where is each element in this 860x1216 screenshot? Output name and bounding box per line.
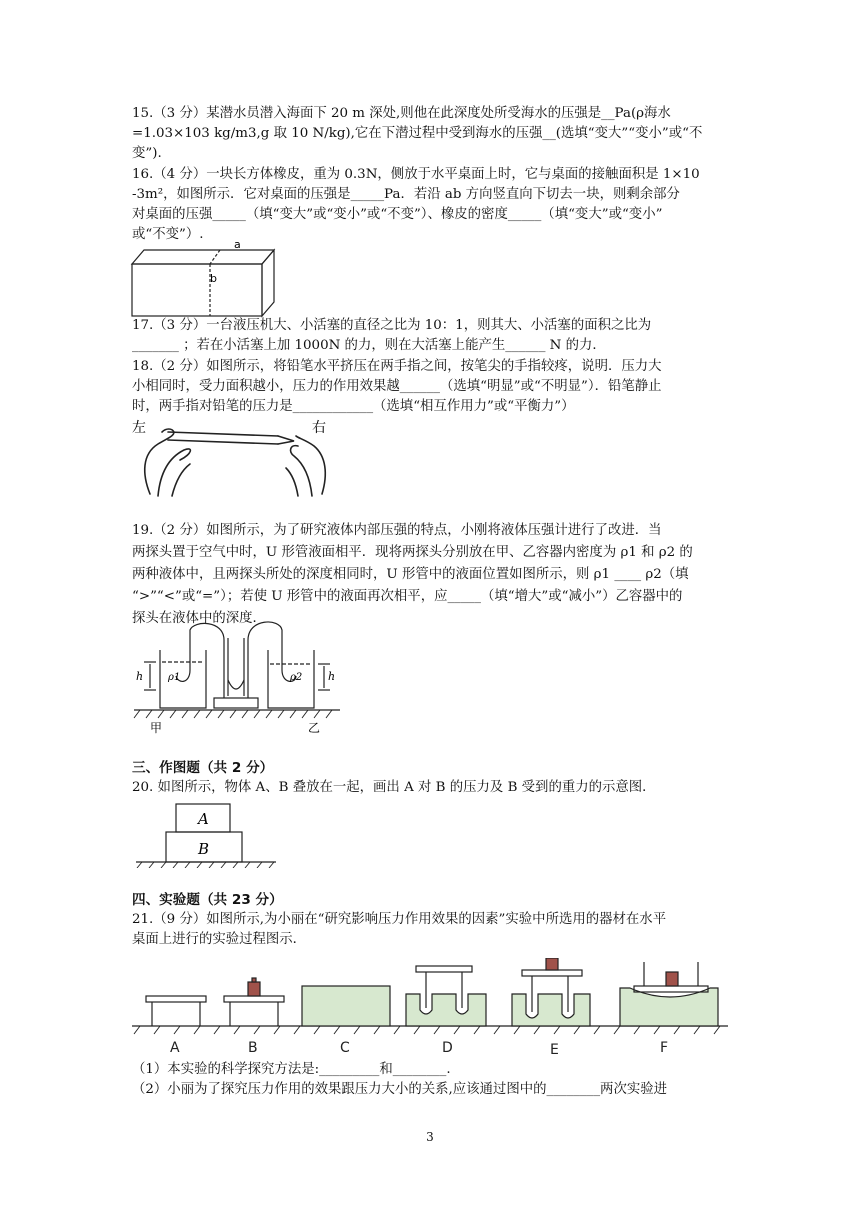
- q15-line-3: 变”).: [132, 146, 162, 161]
- label-F: F: [660, 1040, 669, 1056]
- q17-line-2: _______ ；若在小活塞上加 1000N 的力，则在大活塞上能产生______ N 的力．: [132, 338, 606, 353]
- q18-line-1: 18.（2 分）如图所示，将铅笔水平挤压在两手指之间，按笔尖的手指较疼，说明．压力大: [132, 359, 662, 374]
- pressure-gauge-figure: [130, 610, 344, 738]
- label-right: 右: [312, 420, 326, 436]
- q19-line-1: 19.（2 分）如图所示，为了研究液体内部压强的特点，小刚将液体压强计进行了改进．当: [132, 523, 662, 538]
- q18-line-2: 小相同时，受力面积越小，压力的作用效果越______（选填“明显”或“不明显”）．铅笔静止: [132, 379, 662, 394]
- label-C: C: [340, 1040, 350, 1056]
- label-E: E: [550, 1042, 559, 1058]
- stacked-blocks-figure: [132, 800, 280, 868]
- label-A: A: [170, 1040, 180, 1056]
- label-b: b: [210, 272, 217, 285]
- q15-line-1: 15.（3 分）某潜水员潜入海面下 20 m 深处,则他在此深度处所受海水的压强是__Pa(ρ海水: [132, 106, 671, 121]
- q16-line-2: -3m²，如图所示．它对桌面的压强是_____Pa．若沿 ab 方向竖直向下切去一块，则剩余部分: [132, 187, 680, 202]
- section-3-title: 三、作图题（共 2 分）: [132, 760, 274, 776]
- label-block-a: A: [198, 810, 209, 828]
- label-a: a: [234, 238, 241, 251]
- label-D: D: [442, 1040, 453, 1056]
- section-4-title: 四、实验题（共 23 分）: [132, 892, 283, 908]
- label-yi: 乙: [308, 721, 321, 735]
- q21-sub-2: （2）小丽为了探究压力作用的效果跟压力大小的关系,应该通过图中的________两次实验进: [132, 1082, 668, 1097]
- label-rho2: ρ2: [290, 672, 303, 683]
- q16-line-1: 16.（4 分）一块长方体橡皮，重为 0.3N，侧放于水平桌面上时，它与桌面的接触面积是 1×10: [132, 167, 700, 182]
- q19-line-4: “>”“<”或“=”）；若使 U 形管中的液面再次相平，应_____（填“增大”或“减小”）乙容器中的: [132, 589, 683, 604]
- label-h-left: h: [136, 670, 144, 683]
- label-rho1: ρ1: [168, 672, 181, 683]
- q18-line-3: 时，两手指对铅笔的压力是____________（选填“相互作用力”或“平衡力”）: [132, 399, 575, 414]
- q19-line-5: 探头在液体中的深度．: [132, 611, 266, 626]
- page-number: 3: [426, 1130, 434, 1144]
- label-jia: 甲: [150, 721, 163, 735]
- q19-line-3: 两种液体中，且两探头所处的深度相同时，U 形管中的液面位置如图所示，则 ρ1 ____ ρ2（填: [132, 567, 689, 582]
- label-left: 左: [132, 420, 146, 436]
- q20-line-1: 20. 如图所示，物体 A、B 叠放在一起，画出 A 对 B 的压力及 B 受到的重力的示意图．: [132, 780, 656, 795]
- q21-line-1: 21.（9 分）如图所示,为小丽在“研究影响压力作用效果的因素”实验中所选用的器材在水平: [132, 912, 667, 927]
- experiment-figure: [130, 958, 730, 1058]
- eraser-figure: [128, 238, 278, 320]
- label-B: B: [248, 1040, 258, 1056]
- label-h-right: h: [328, 670, 336, 683]
- label-block-b: B: [198, 840, 210, 858]
- q16-line-3: 对桌面的压强_____（填“变大”或“变小”或“不变”）、橡皮的密度_____（填“变大”或“变小”: [132, 207, 663, 222]
- q17-line-1: 17.（3 分）一台液压机大、小活塞的直径之比为 10：1，则其大、小活塞的面积之比为: [132, 318, 652, 333]
- q21-line-2: 桌面上进行的实验过程图示．: [132, 932, 307, 947]
- q21-sub-1: （1）本实验的科学探究方法是:_________和________.: [132, 1062, 451, 1077]
- pencil-figure: [128, 414, 334, 498]
- q19-line-2: 两探头置于空气中时，U 形管液面相平．现将两探头分别放在甲、乙容器内密度为 ρ1 和 ρ2 的: [132, 545, 693, 560]
- q15-line-2: =1.03×103 kg/m3,g 取 10 N/kg),它在下潜过程中受到海水的压强__(选填“变大”“变小”或“不: [132, 126, 703, 141]
- q16-line-4: 或“不变”）.: [132, 227, 204, 242]
